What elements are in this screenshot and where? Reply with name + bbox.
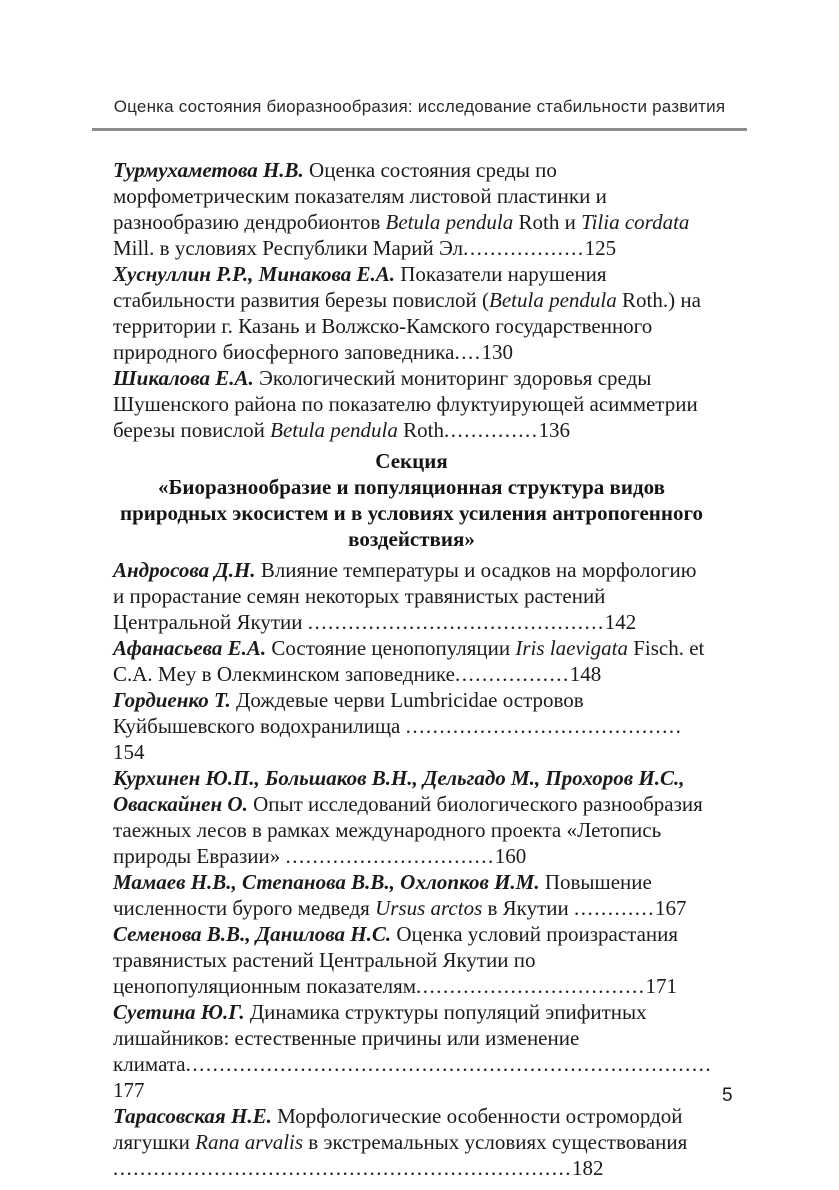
toc-entry-authors: Мамаев Н.В., Степанова В.В., Охлопков И.М.: [113, 870, 540, 894]
toc-entry: [113, 765, 710, 869]
section-heading-line: «Биоразнообразие и популяционная структура видов природных экосистем и в условиях усиления антропогенного воздействия»: [119, 475, 703, 551]
toc-entry-authors: Андросова Д.Н.: [113, 558, 256, 582]
toc-entry-latin-name: Tilia cordata: [581, 210, 690, 234]
toc-entry-latin-name: Betula pendula: [489, 288, 617, 312]
dot-leader: ...............................: [285, 844, 495, 868]
toc-entry-title-text: Повышение численности бурого медведя: [113, 870, 652, 920]
toc-entry-page-number: 136: [538, 418, 570, 442]
toc: [113, 157, 713, 1181]
toc-entry-authors: Шикалова Е.А.: [113, 366, 254, 390]
toc-entry-latin-name: Betula pendula: [385, 210, 514, 234]
toc-entry: [113, 635, 710, 687]
toc-entry-title-text: Roth: [397, 418, 444, 442]
toc-entry: [113, 157, 710, 261]
toc-entry-page-number: 125: [584, 236, 617, 260]
toc-entry-title-text: Экологический мониторинг здоровья среды Шушенского района по показателю флуктуирующей асимметрии березы повислой: [113, 366, 698, 442]
toc-entry-page-number: 148: [569, 662, 602, 686]
toc-entry-title-text: Морфологические особенности остромордой лягушки: [113, 1104, 683, 1154]
toc-entry-title-text: Влияние температуры и осадков на морфологию и прорастание семян некоторых травянистых растений Центральной Якутии: [113, 558, 697, 634]
dot-leader: .........................................: [405, 714, 683, 738]
dot-leader: ............: [573, 896, 655, 920]
toc-entry-authors: Гордиенко Т.: [113, 688, 231, 712]
toc-entry: [113, 1103, 710, 1181]
toc-entry-authors: Хуснуллин Р.Р., Минакова Е.А.: [113, 262, 396, 286]
running-header: Оценка состояния биоразнообразия: исследование стабильности развития: [113, 97, 726, 116]
toc-entry-page-number: 130: [481, 340, 513, 364]
toc-entry-latin-name: Betula pendula: [270, 418, 398, 442]
toc-entry: [113, 999, 713, 1103]
toc-entry: [113, 261, 710, 365]
toc-entry-authors: Тарасовская Н.Е.: [113, 1104, 272, 1128]
toc-entry-title-text: Состояние ценопопуляции: [266, 636, 516, 660]
toc-entry-latin-name: Rana arvalis: [195, 1130, 304, 1154]
toc-entry-page-number: 182: [572, 1156, 604, 1180]
toc-entry-title-text: в Якутии: [482, 896, 574, 920]
toc-entry-authors: Суетина Ю.Г.: [113, 1000, 245, 1024]
toc-entry-authors: Семенова В.В., Данилова Н.С.: [113, 922, 392, 946]
toc-entry-latin-name: Ursus arctos: [375, 896, 483, 920]
toc-entry-title-text: Mill. в условиях Республики Марий Эл: [113, 236, 464, 260]
toc-entry-title-text: Оценка состояния среды по морфометрическим показателям листовой пластинки и разнообразию дендробионтов: [113, 158, 607, 234]
section-heading: [113, 448, 710, 552]
toc-entry-authors: Курхинен Ю.П., Большаков В.Н., Дельгадо М., Прохоров И.С., Оваскайнен О.: [113, 766, 685, 816]
dot-leader: .................: [454, 662, 570, 686]
toc-entry: [113, 921, 710, 999]
toc-entry-title-text: Показатели нарушения стабильности развития березы повислой (: [113, 262, 607, 312]
toc-entry-title-text: в экстремальных условиях существования: [303, 1130, 688, 1154]
toc-entry-page-number: 167: [654, 896, 687, 920]
dot-leader: ..............................................................................: [185, 1052, 713, 1076]
toc-entry-title-text: Дождевые черви Lumbricidae островов Куйбышевского водохранилища: [113, 688, 584, 738]
dot-leader: ..................: [463, 236, 585, 260]
toc-entry-title-text: Roth.) на территории г. Казань и Волжско-Камского государственного природного биосферного заповедника: [113, 288, 701, 364]
toc-entry: [113, 557, 710, 635]
toc-entry-title-text: Roth и: [513, 210, 582, 234]
dot-leader: ....................................................................: [113, 1156, 572, 1180]
dot-leader: ....: [454, 340, 482, 364]
toc-entry-authors: Афанасьева Е.А.: [113, 636, 267, 660]
toc-entry: [113, 687, 710, 765]
toc-entry-page-number: 177: [113, 1078, 145, 1102]
dot-leader: ..............: [443, 418, 539, 442]
toc-entry-title-text: Динамика структуры популяций эпифитных лишайников: естественные причины или изменение климата: [113, 1000, 647, 1076]
header-rule: [92, 128, 747, 131]
dot-leader: ..................................: [416, 974, 646, 998]
toc-entry-latin-name: Iris laevigata: [515, 636, 628, 660]
toc-entry-page-number: 142: [604, 610, 637, 634]
section-heading-line: Секция: [375, 449, 448, 473]
dot-leader: ............................................: [307, 610, 605, 634]
page-number: 5: [722, 1085, 733, 1106]
toc-entry: [113, 365, 710, 443]
toc-entry-page-number: 154: [113, 740, 145, 764]
toc-entry-title-text: Опыт исследований биологического разнообразия таежных лесов в рамках международного проекта «Летопись природы Евразии»: [113, 792, 703, 868]
toc-entry: [113, 869, 710, 921]
toc-entry-page-number: 171: [645, 974, 678, 998]
toc-entry-authors: Турмухаметова Н.В.: [113, 158, 304, 182]
toc-entry-page-number: 160: [494, 844, 527, 868]
toc-entry-title-text: Fisch. et C.A. Mey в Олекминском заповеднике: [113, 636, 705, 686]
toc-entry-title-text: Оценка условий произрастания травянистых растений Центральной Якутии по ценопопуляционным показателям: [113, 922, 679, 998]
